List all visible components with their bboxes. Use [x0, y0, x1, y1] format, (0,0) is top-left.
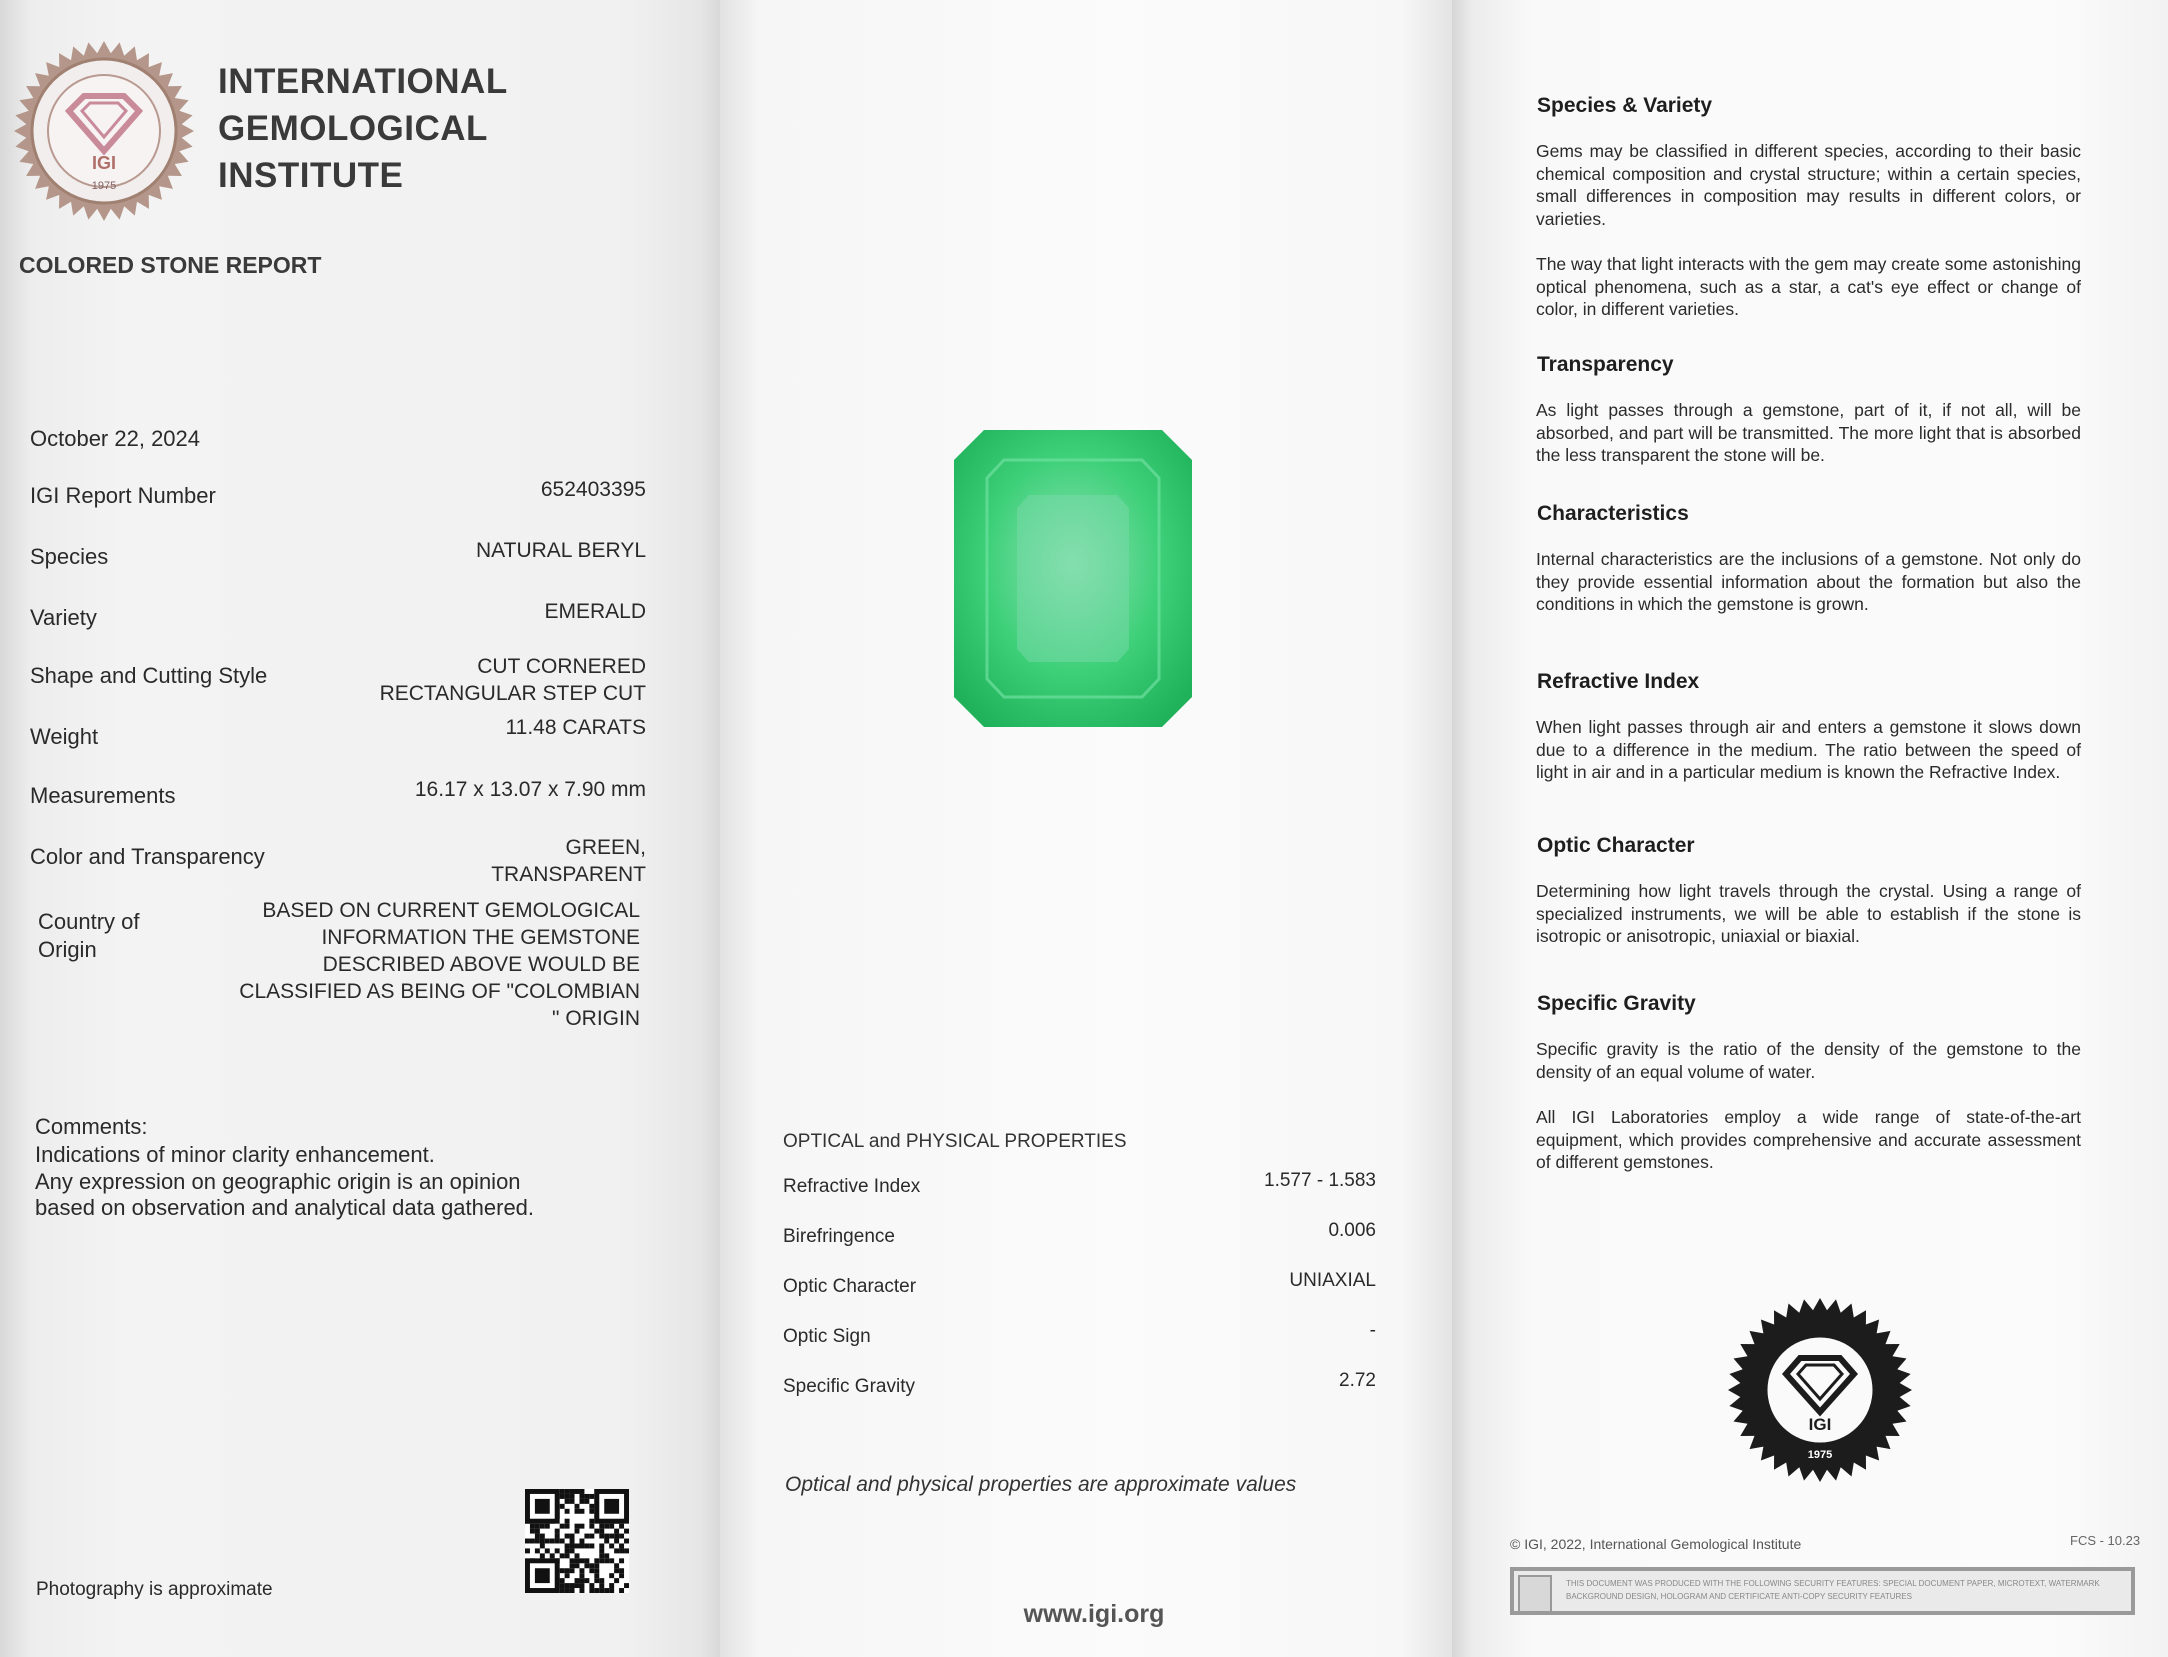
field-label: Shape and Cutting Style: [30, 663, 268, 688]
field-label: Country of: [38, 909, 140, 934]
field-value: 11.48 CARATS: [505, 716, 646, 739]
section-paragraph: When light passes through air and enters a gemstone it slows down due to a difference in the medium. The ratio between the speed of light in air and in a particular medium is known the Refractive Index.: [1536, 717, 2081, 782]
center-panel: [720, 0, 1452, 1657]
svg-text:1975: 1975: [91, 180, 117, 192]
security-features-text: THIS DOCUMENT WAS PRODUCED WITH THE FOLLOWING SECURITY FEATURES: SPECIAL DOCUMENT PAPER, MICROTEXT, WATERMARK BACKGROUND DESIGN, HOLOGRAM AND CERTIFICATE ANTI-COPY SECURITY FEATURES: [1566, 1579, 2100, 1601]
field-value: INFORMATION THE GEMSTONE: [321, 926, 640, 949]
website-link[interactable]: www.igi.org: [1023, 1600, 1165, 1628]
photography-note: Photography is approximate: [36, 1579, 273, 1600]
svg-text:IGI: IGI: [91, 153, 117, 173]
section-heading: Refractive Index: [1537, 670, 1700, 693]
section-heading: Specific Gravity: [1537, 992, 1696, 1015]
property-label: Optic Character: [783, 1276, 917, 1297]
field-label: Species: [30, 544, 109, 569]
form-code: FCS - 10.23: [2070, 1533, 2141, 1548]
properties-note: Optical and physical properties are approximate values: [785, 1473, 1297, 1496]
field-label: Color and Transparency: [30, 844, 265, 869]
field-value: 16.17 x 13.07 x 7.90 mm: [414, 778, 646, 801]
section-heading: Characteristics: [1537, 502, 1689, 525]
section-heading: Transparency: [1537, 353, 1674, 376]
svg-text:1975: 1975: [1807, 1449, 1833, 1461]
property-value: -: [1369, 1320, 1376, 1341]
property-label: Refractive Index: [783, 1176, 921, 1197]
section-heading: Optic Character: [1537, 834, 1695, 857]
property-value: UNIAXIAL: [1289, 1270, 1376, 1291]
field-value: " ORIGIN: [552, 1007, 640, 1030]
property-value: 1.577 - 1.583: [1264, 1170, 1376, 1191]
field-label: IGI Report Number: [30, 483, 216, 508]
institute-name-line-3: INSTITUTE: [218, 156, 404, 195]
document-lock-icon: [1518, 1575, 1552, 1613]
comment-line: Any expression on geographic origin is an opinion: [35, 1169, 521, 1194]
property-label: Birefringence: [783, 1226, 895, 1247]
section-paragraph: Gems may be classified in different species, according to their basic chemical composition and crystal structure; within a certain species, small differences in composition may results in different colors, or varieties.: [1536, 141, 2081, 229]
comment-line: Indications of minor clarity enhancement.: [35, 1142, 435, 1167]
field-value: DESCRIBED ABOVE WOULD BE: [322, 953, 640, 976]
properties-title: OPTICAL and PHYSICAL PROPERTIES: [783, 1131, 1127, 1152]
property-value: 0.006: [1328, 1220, 1376, 1241]
igi-black-seal-icon: [1728, 1298, 1912, 1482]
report-date: October 22, 2024: [30, 426, 201, 451]
field-value: CUT CORNERED: [477, 655, 646, 678]
report-type-title: COLORED STONE REPORT: [19, 252, 322, 278]
copyright: © IGI, 2022, International Gemological Institute: [1510, 1536, 1802, 1552]
comment-line: based on observation and analytical data gathered.: [35, 1195, 535, 1220]
security-features-box: [1510, 1567, 2135, 1615]
field-value: 652403395: [540, 478, 646, 501]
field-label: Weight: [30, 724, 99, 749]
field-value: GREEN,: [565, 836, 646, 859]
igi-logo-seal-icon: [14, 41, 194, 221]
property-value: 2.72: [1339, 1370, 1376, 1391]
field-value: EMERALD: [544, 600, 646, 623]
field-value: TRANSPARENT: [491, 863, 646, 886]
section-paragraph: Specific gravity is the ratio of the density of the gemstone to the density of an equal volume of water.: [1536, 1039, 2081, 1082]
emerald-stone-image: [954, 430, 1192, 727]
field-label: Variety: [30, 605, 97, 630]
field-value: CLASSIFIED AS BEING OF "COLOMBIAN: [239, 980, 640, 1003]
field-value: BASED ON CURRENT GEMOLOGICAL: [262, 899, 640, 922]
qr-code[interactable]: [525, 1489, 629, 1593]
field-value: RECTANGULAR STEP CUT: [379, 682, 646, 705]
institute-name-line-2: GEMOLOGICAL: [218, 109, 488, 148]
section-paragraph: All IGI Laboratories employ a wide range of state-of-the-art equipment, which provides comprehensive and accurate assessment of different gemstones.: [1536, 1107, 2081, 1172]
field-value: NATURAL BERYL: [476, 539, 646, 562]
comments-label: Comments:: [35, 1114, 148, 1139]
svg-text:IGI: IGI: [1808, 1415, 1832, 1434]
field-label: Measurements: [30, 783, 176, 808]
field-label: Origin: [38, 937, 97, 962]
institute-name-line-1: INTERNATIONAL: [218, 62, 508, 101]
section-heading: Species & Variety: [1537, 94, 1713, 117]
section-paragraph: Determining how light travels through the crystal. Using a range of specialized instruments, we will be able to establish if the stone is isotropic or anisotropic, uniaxial or biaxial.: [1536, 881, 2081, 946]
property-label: Specific Gravity: [783, 1376, 915, 1397]
section-paragraph: Internal characteristics are the inclusions of a gemstone. Not only do they provide essential information about the formation but also the conditions in which the gemstone is grown.: [1536, 549, 2081, 614]
left-panel: [0, 0, 720, 1657]
section-paragraph: As light passes through a gemstone, part of it, if not all, will be absorbed, and part will be transmitted. The more light that is absorbed the less transparent the stone will be.: [1536, 400, 2081, 465]
section-paragraph: The way that light interacts with the gem may create some astonishing optical phenomena, such as a star, a cat's eye effect or change of color, in different varieties.: [1536, 254, 2081, 319]
property-label: Optic Sign: [783, 1326, 871, 1347]
